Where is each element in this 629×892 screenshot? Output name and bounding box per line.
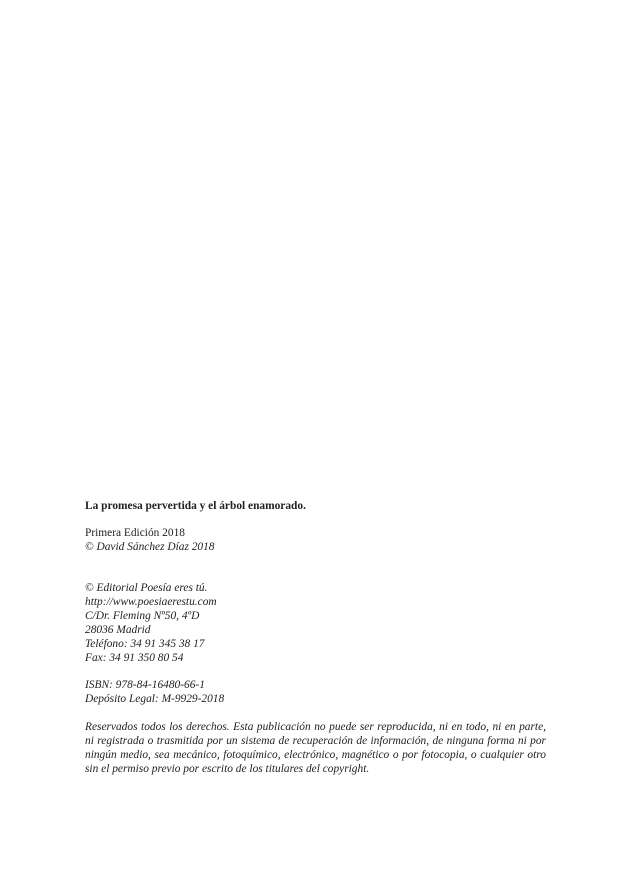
- author-copyright: © David Sánchez Díaz 2018: [85, 541, 215, 553]
- isbn: ISBN: 978-84-16480-66-1: [85, 679, 205, 691]
- publisher-block: [85, 581, 546, 665]
- publisher-fax: Fax: 34 91 350 80 54: [85, 652, 184, 664]
- first-edition: Primera Edición 2018: [85, 527, 185, 539]
- publisher-address-line2: 28036 Madrid: [85, 624, 151, 636]
- publisher-website: http://www.poesiaerestu.com: [85, 596, 217, 608]
- edition-block: [85, 526, 546, 554]
- rights-reserved-notice: Reservados todos los derechos. Esta publicación no puede ser reproducida, ni en todo, ni en parte, ni registrada o trasmitida por un sistema de recuperación de información, de ninguna forma ni por ningún medio, sea mecánico, fotoquímico, electrónico, magnético o por fotocopia, o cualquier otro sin el permiso previo por escrito de los titulares del copyright.: [85, 721, 546, 775]
- copyright-page: [85, 499, 546, 776]
- book-title: La promesa pervertida y el árbol enamorado.: [85, 500, 306, 512]
- legal-block: [85, 678, 546, 706]
- legal-deposit: Depósito Legal: M-9929-2018: [85, 693, 225, 705]
- publisher-phone: Teléfono: 34 91 345 38 17: [85, 638, 205, 650]
- publisher-address-line1: C/Dr. Fleming Nº50, 4ºD: [85, 610, 200, 622]
- publisher-name: © Editorial Poesía eres tú.: [85, 582, 208, 594]
